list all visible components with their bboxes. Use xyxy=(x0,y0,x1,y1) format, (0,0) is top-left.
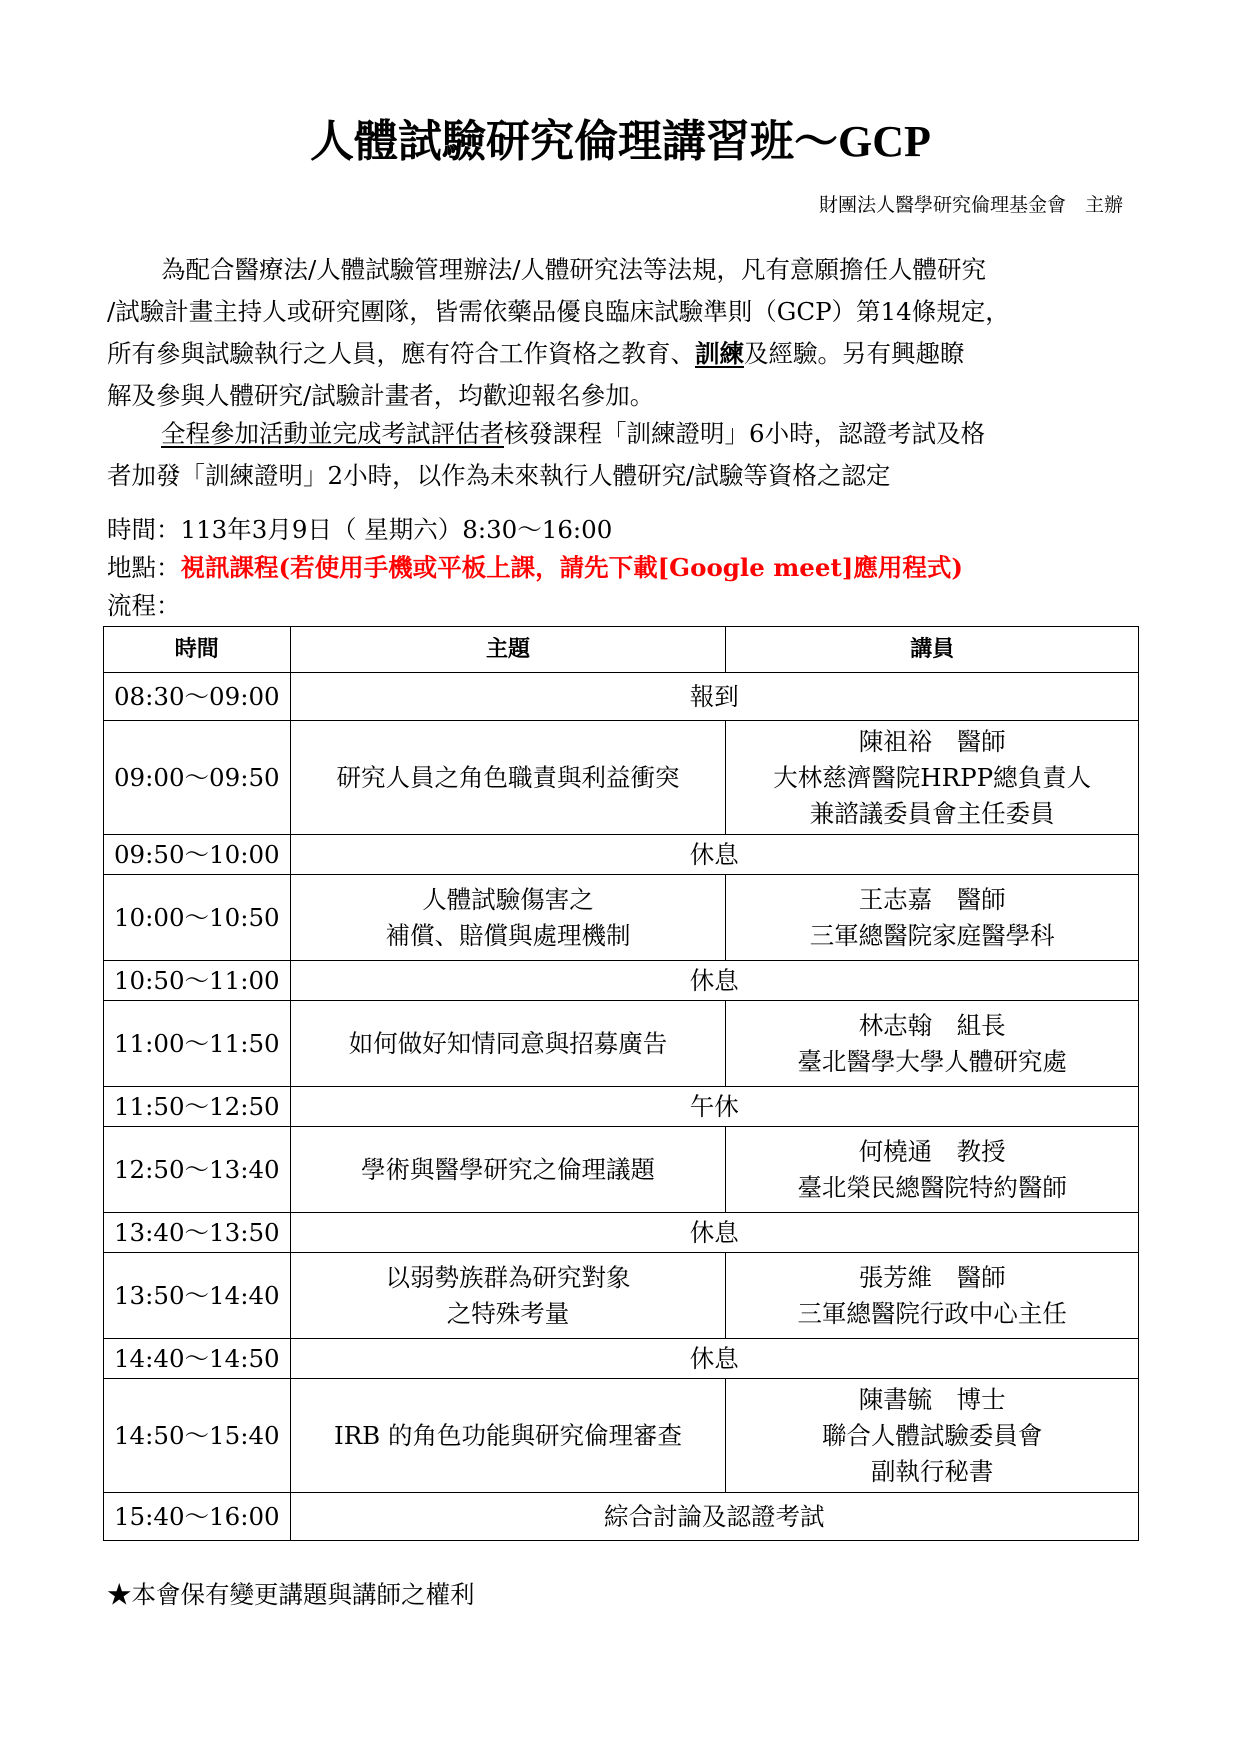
intro-line: 為配合醫療法/人體試驗管理辦法/人體研究法等法規，凡有意願擔任人體研究 xyxy=(161,255,987,284)
table-row xyxy=(104,1379,1139,1493)
table-row xyxy=(104,1253,1139,1339)
certificate-condition: 全程參加活動並完成考試評估者 xyxy=(161,419,504,448)
session-break: 休息 xyxy=(290,1213,1138,1253)
table-row xyxy=(104,961,1139,1001)
intro-text: 所有參與試驗執行之人員，應有符合工作資格之教育、 xyxy=(107,339,695,368)
session-speaker xyxy=(726,1253,1139,1339)
flow-label: 流程： xyxy=(107,591,181,620)
session-time: 10:00～10:50 xyxy=(104,875,291,961)
session-time: 08:30～09:00 xyxy=(104,673,291,721)
session-speaker xyxy=(726,875,1139,961)
session-speaker xyxy=(726,1379,1139,1493)
speaker-line: 臺北醫學大學人體研究處 xyxy=(797,1046,1067,1076)
session-break: 休息 xyxy=(290,961,1138,1001)
table-row xyxy=(104,721,1139,835)
session-speaker xyxy=(726,1127,1139,1213)
session-time: 09:00～09:50 xyxy=(104,721,291,835)
footnote: ★本會保有變更講題與講師之權利 xyxy=(107,1580,475,1609)
table-row xyxy=(104,1127,1139,1213)
header-speaker: 講員 xyxy=(726,627,1139,673)
speaker-line: 兼諮議委員會主任委員 xyxy=(809,798,1055,828)
place-value: 視訊課程(若使用手機或平板上課，請先下載[Google meet]應用程式) xyxy=(180,553,963,582)
session-time: 13:40～13:50 xyxy=(104,1213,291,1253)
training-emphasis: 訓練 xyxy=(695,339,744,368)
table-header-row xyxy=(104,627,1139,673)
topic-line: 以弱勢族群為研究對象 xyxy=(385,1262,631,1292)
event-place xyxy=(107,550,963,586)
speaker-line: 陳書毓 博士 xyxy=(858,1384,1006,1414)
topic-line: 人體試驗傷害之 xyxy=(422,884,594,914)
session-time: 11:50～12:50 xyxy=(104,1087,291,1127)
certificate-text: 核發課程「訓練證明」6小時，認證考試及格 xyxy=(504,419,986,448)
session-topic xyxy=(290,1379,726,1493)
session-topic xyxy=(290,1001,726,1087)
event-time xyxy=(107,512,612,548)
topic-line: 研究人員之角色職責與利益衝突 xyxy=(336,762,680,792)
schedule-body xyxy=(104,673,1139,1541)
table-row xyxy=(104,1339,1139,1379)
time-label: 時間： xyxy=(107,515,181,544)
certificate-paragraph xyxy=(107,413,1137,497)
session-speaker xyxy=(726,1001,1139,1087)
session-time: 09:50～10:00 xyxy=(104,835,291,875)
table-row xyxy=(104,1213,1139,1253)
intro-text: 及經驗。另有興趣瞭 xyxy=(744,339,965,368)
topic-line: 學術與醫學研究之倫理議題 xyxy=(361,1154,655,1184)
topic-line: 補償、賠償與處理機制 xyxy=(385,920,631,950)
speaker-line: 林志翰 組長 xyxy=(858,1010,1006,1040)
session-speaker xyxy=(726,721,1139,835)
session-break: 午休 xyxy=(290,1087,1138,1127)
session-time: 15:40～16:00 xyxy=(104,1493,291,1541)
speaker-line: 臺北榮民總醫院特約醫師 xyxy=(797,1172,1067,1202)
intro-paragraph xyxy=(107,249,1137,417)
speaker-line: 陳祖裕 醫師 xyxy=(858,726,1006,756)
session-time: 14:40～14:50 xyxy=(104,1339,291,1379)
session-topic xyxy=(290,1127,726,1213)
table-row xyxy=(104,1087,1139,1127)
place-label: 地點： xyxy=(107,553,181,582)
session-break: 休息 xyxy=(290,1339,1138,1379)
intro-line xyxy=(107,333,1137,375)
organizer-line: 財團法人醫學研究倫理基金會 主辦 xyxy=(818,194,1123,216)
session-break: 綜合討論及認證考試 xyxy=(290,1493,1138,1541)
topic-line: IRB 的角色功能與研究倫理審查 xyxy=(334,1420,682,1450)
session-topic xyxy=(290,1253,726,1339)
header-topic: 主題 xyxy=(290,627,726,673)
speaker-line: 三軍總醫院家庭醫學科 xyxy=(809,920,1055,950)
table-row xyxy=(104,1001,1139,1087)
intro-line: /試驗計畫主持人或研究團隊，皆需依藥品優良臨床試驗準則（GCP）第14條規定， xyxy=(107,297,1010,326)
speaker-line: 張芳維 醫師 xyxy=(858,1262,1006,1292)
time-value: 113年3月9日（ 星期六）8:30～16:00 xyxy=(180,515,613,544)
session-topic xyxy=(290,875,726,961)
speaker-line: 副執行秘書 xyxy=(870,1456,994,1486)
topic-line: 如何做好知情同意與招募廣告 xyxy=(348,1028,668,1058)
topic-line: 之特殊考量 xyxy=(446,1298,570,1328)
document-title: 人體試驗研究倫理講習班～GCP xyxy=(310,117,931,166)
speaker-line: 何橈通 教授 xyxy=(858,1136,1006,1166)
table-row xyxy=(104,875,1139,961)
speaker-line: 三軍總醫院行政中心主任 xyxy=(797,1298,1067,1328)
session-time: 13:50～14:40 xyxy=(104,1253,291,1339)
header-time: 時間 xyxy=(104,627,291,673)
session-break: 休息 xyxy=(290,835,1138,875)
intro-line: 解及參與人體研究/試驗計畫者，均歡迎報名參加。 xyxy=(107,381,655,410)
session-time: 14:50～15:40 xyxy=(104,1379,291,1493)
session-topic xyxy=(290,721,726,835)
certificate-line xyxy=(107,413,1137,455)
session-time: 10:50～11:00 xyxy=(104,961,291,1001)
table-row xyxy=(104,1493,1139,1541)
session-time: 12:50～13:40 xyxy=(104,1127,291,1213)
schedule-table xyxy=(103,626,1139,1541)
session-time: 11:00～11:50 xyxy=(104,1001,291,1087)
session-break: 報到 xyxy=(290,673,1138,721)
speaker-line: 王志嘉 醫師 xyxy=(858,884,1006,914)
certificate-line: 者加發「訓練證明」2小時，以作為未來執行人體研究/試驗等資格之認定 xyxy=(107,461,891,490)
speaker-line: 大林慈濟醫院HRPP總負責人 xyxy=(773,762,1092,792)
speaker-line: 聯合人體試驗委員會 xyxy=(821,1420,1043,1450)
table-row xyxy=(104,835,1139,875)
table-row xyxy=(104,673,1139,721)
